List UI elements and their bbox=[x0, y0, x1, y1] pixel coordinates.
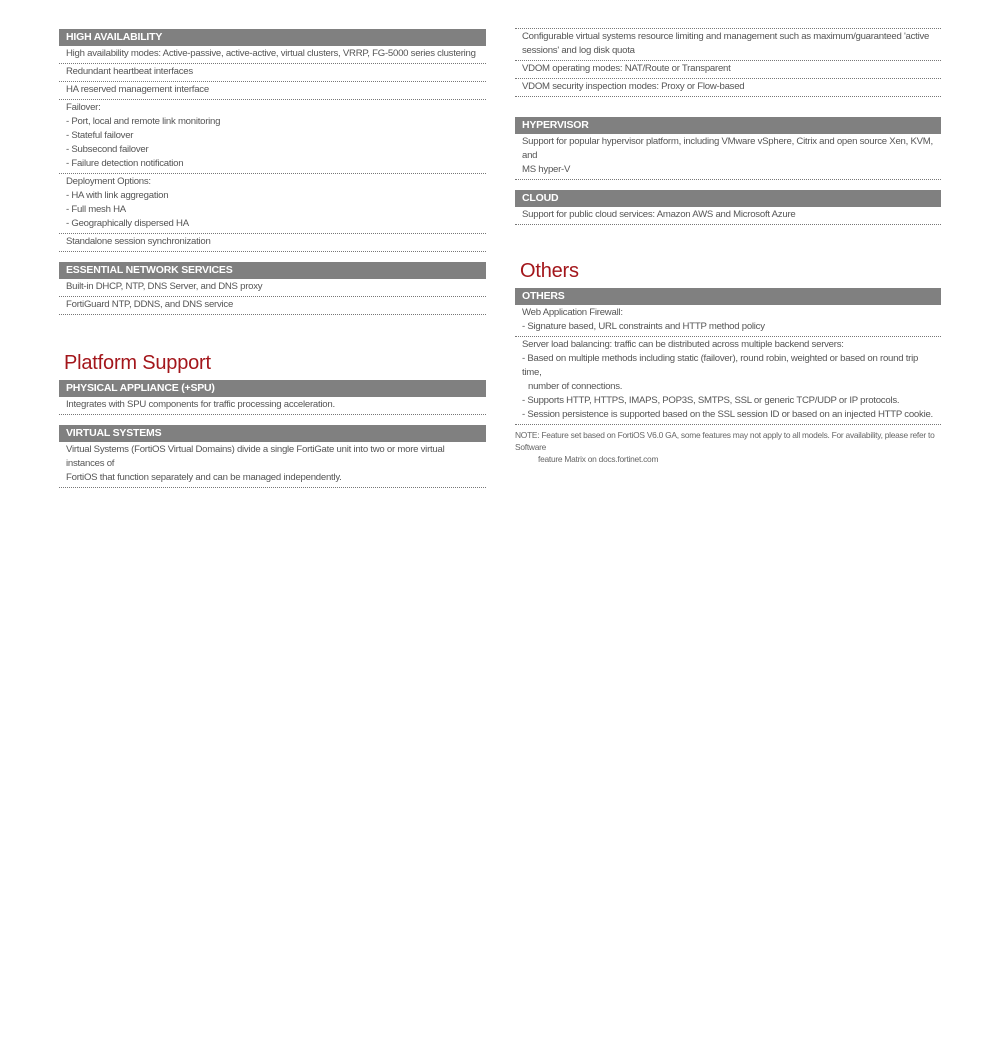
row-text: VDOM security inspection modes: Proxy or Flow-based bbox=[522, 81, 745, 92]
table-row bbox=[515, 61, 941, 79]
row-text: MS hyper-V bbox=[522, 164, 571, 175]
row-text: - Stateful failover bbox=[66, 130, 134, 141]
table-row bbox=[59, 279, 486, 297]
section-header: VIRTUAL SYSTEMS bbox=[59, 425, 486, 442]
virtual-systems-section bbox=[59, 425, 486, 488]
high-availability-section bbox=[59, 29, 486, 252]
section-rows bbox=[59, 46, 486, 252]
section-header: ESSENTIAL NETWORK SERVICES bbox=[59, 262, 486, 279]
physical-appliance-section bbox=[59, 380, 486, 415]
essential-network-services-section bbox=[59, 262, 486, 315]
section-rows bbox=[515, 134, 941, 180]
others-section bbox=[515, 288, 941, 425]
table-row bbox=[59, 442, 486, 488]
table-row bbox=[59, 397, 486, 415]
table-row bbox=[59, 46, 486, 64]
table-row bbox=[515, 305, 941, 337]
row-text: - Full mesh HA bbox=[66, 204, 126, 215]
hypervisor-section bbox=[515, 117, 941, 180]
section-rows bbox=[59, 397, 486, 415]
section-rows bbox=[515, 305, 941, 425]
table-row bbox=[59, 100, 486, 174]
others-heading: Others bbox=[520, 260, 579, 282]
platform-support-heading: Platform Support bbox=[64, 352, 211, 374]
row-text: Built-in DHCP, NTP, DNS Server, and DNS proxy bbox=[66, 281, 263, 292]
row-text: number of connections. bbox=[528, 381, 623, 392]
row-text: Support for public cloud services: Amazon AWS and Microsoft Azure bbox=[522, 209, 796, 220]
table-row bbox=[515, 207, 941, 225]
row-text: - Session persistence is supported based on the SSL session ID or based on an injected HTTP cookie. bbox=[522, 409, 933, 420]
section-rows bbox=[515, 207, 941, 225]
row-text: Virtual Systems (FortiOS Virtual Domains) divide a single FortiGate unit into two or more virtual instances of bbox=[66, 444, 445, 469]
footnote-line: NOTE: Feature set based on FortiOS V6.0 GA, some features may not apply to all models. For availability, please refer to Software bbox=[515, 430, 935, 452]
table-row bbox=[59, 234, 486, 252]
row-text: - Geographically dispersed HA bbox=[66, 218, 189, 229]
footnote-line: feature Matrix on docs.fortinet.com bbox=[538, 454, 659, 464]
row-text: sessions' and log disk quota bbox=[522, 45, 635, 56]
row-text: Server load balancing: traffic can be distributed across multiple backend servers: bbox=[522, 339, 844, 350]
section-rows bbox=[59, 442, 486, 488]
right-column bbox=[515, 29, 941, 465]
row-text: - Based on multiple methods including static (failover), round robin, weighted or based on round trip time, bbox=[522, 353, 919, 378]
table-row bbox=[59, 297, 486, 315]
section-header: CLOUD bbox=[515, 190, 941, 207]
row-text: Redundant heartbeat interfaces bbox=[66, 66, 193, 77]
table-row bbox=[59, 174, 486, 234]
section-header: PHYSICAL APPLIANCE (+SPU) bbox=[59, 380, 486, 397]
row-text: - Port, local and remote link monitoring bbox=[66, 116, 221, 127]
cloud-section bbox=[515, 190, 941, 225]
row-text: - HA with link aggregation bbox=[66, 190, 169, 201]
row-text: - Signature based, URL constraints and HTTP method policy bbox=[522, 321, 765, 332]
table-row bbox=[515, 79, 941, 97]
section-rows bbox=[515, 29, 941, 97]
row-text: - Failure detection notification bbox=[66, 158, 184, 169]
table-row bbox=[515, 29, 941, 61]
section-rows bbox=[59, 279, 486, 315]
row-text: FortiOS that function separately and can be managed independently. bbox=[66, 472, 342, 483]
row-text: - Subsecond failover bbox=[66, 144, 149, 155]
footnote bbox=[515, 425, 941, 465]
section-header: HIGH AVAILABILITY bbox=[59, 29, 486, 46]
row-text: FortiGuard NTP, DDNS, and DNS service bbox=[66, 299, 234, 310]
table-row bbox=[59, 64, 486, 82]
row-text: - Supports HTTP, HTTPS, IMAPS, POP3S, SMTPS, SSL or generic TCP/UDP or IP protocols. bbox=[522, 395, 900, 406]
row-text: Web Application Firewall: bbox=[522, 307, 623, 318]
left-column bbox=[59, 29, 486, 498]
virtual-systems-continued-section bbox=[515, 28, 941, 97]
row-text: HA reserved management interface bbox=[66, 84, 209, 95]
row-text: Failover: bbox=[66, 102, 101, 113]
row-text: Deployment Options: bbox=[66, 176, 151, 187]
row-text: Configurable virtual systems resource limiting and management such as maximum/guaranteed 'active bbox=[522, 31, 930, 42]
table-row bbox=[515, 337, 941, 425]
row-text: Integrates with SPU components for traffic processing acceleration. bbox=[66, 399, 335, 410]
row-text: Support for popular hypervisor platform, including VMware vSphere, Citrix and open source Xen, KVM, and bbox=[522, 136, 933, 161]
row-text: Standalone session synchronization bbox=[66, 236, 211, 247]
row-text: High availability modes: Active-passive, active-active, virtual clusters, VRRP, FG-5000 series clustering bbox=[66, 48, 476, 59]
section-header: OTHERS bbox=[515, 288, 941, 305]
table-row bbox=[59, 82, 486, 100]
table-row bbox=[515, 134, 941, 180]
row-text: VDOM operating modes: NAT/Route or Transparent bbox=[522, 63, 731, 74]
section-header: HYPERVISOR bbox=[515, 117, 941, 134]
